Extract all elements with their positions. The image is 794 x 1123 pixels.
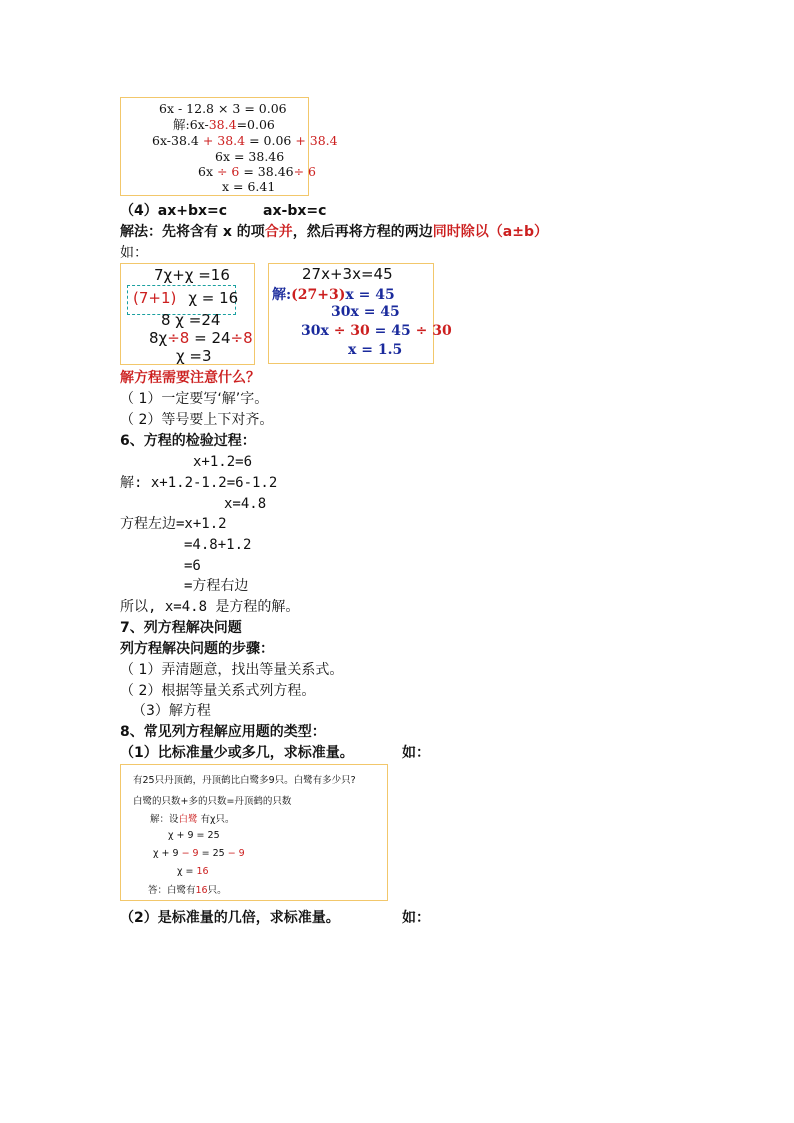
check-line: =方程右边 xyxy=(184,578,249,594)
equation-line: 6x ÷ 6 = 38.46÷ 6 xyxy=(198,164,317,179)
solution-line: χ + 9 = 25 xyxy=(168,830,220,841)
equation-line: 30x ÷ 30 = 45 ÷ 30 xyxy=(301,323,452,339)
check-line: 方程左边=x+1.2 xyxy=(120,516,227,532)
check-line: x=4.8 xyxy=(224,496,267,512)
type-1: （1）比标准量少或多几，求标准量。 xyxy=(120,745,354,761)
example-box-2 xyxy=(120,263,255,365)
equation-line: 6x = 38.46 xyxy=(215,149,285,164)
step-item: （ 2）根据等量关系式列方程。 xyxy=(120,683,316,699)
equation-line: 8 χ =24 xyxy=(161,311,221,329)
section-4-heading: （4）ax+bx=c ax-bx=c xyxy=(120,203,327,219)
check-line: =4.8+1.2 xyxy=(184,537,252,553)
equation-line: 6x - 12.8 × 3 = 0.06 xyxy=(159,101,287,116)
relation-text: 白鹭的只数+多的只数=丹顶鹤的只数 xyxy=(133,796,292,807)
type-2: （2）是标准量的几倍，求标准量。 xyxy=(120,910,340,926)
equation-line: 6x-38.4 + 38.4 = 0.06 + 38.4 xyxy=(152,133,338,148)
example-box-4 xyxy=(120,764,388,901)
example-label: 如： xyxy=(120,245,148,261)
answer-line: 答：白鹭有16只。 xyxy=(148,885,227,896)
equation-line: 27x+3x=45 xyxy=(302,265,393,283)
check-line: x+1.2=6 xyxy=(193,454,253,470)
step-item: （3）解方程 xyxy=(132,703,211,719)
equation-line: 7χ+χ =16 xyxy=(154,266,230,284)
section-4-method: 解法：先将含有 x 的项合并，然后再将方程的两边同时除以（a±b） xyxy=(120,224,548,240)
example-box-1 xyxy=(120,97,338,196)
equation-line: 解:6x-38.4=0.06 xyxy=(173,117,275,132)
type-1-example-label: 如： xyxy=(402,745,430,761)
section-7-heading: 7、列方程解决问题 xyxy=(120,620,242,636)
section-7-subheading: 列方程解决问题的步骤： xyxy=(120,641,274,657)
note-item: （ 1）一定要写‘解’字。 xyxy=(120,391,269,407)
equation-line: (7+1) χ = 16 xyxy=(133,289,239,307)
note-item: （ 2）等号要上下对齐。 xyxy=(120,412,274,428)
solution-line: 解：设白鹭 有χ只。 xyxy=(150,814,235,825)
check-line: =6 xyxy=(184,558,201,574)
example-box-3 xyxy=(268,263,452,364)
equation-line: x = 6.41 xyxy=(222,179,276,194)
equation-line: χ =3 xyxy=(176,347,212,365)
step-item: （ 1）弄清题意，找出等量关系式。 xyxy=(120,662,344,678)
equation-line: 8χ÷8 = 24÷8 xyxy=(149,329,253,347)
equation-line: 30x = 45 xyxy=(331,304,400,320)
notes-title: 解方程需要注意什么？ xyxy=(120,370,260,386)
equation-line: 解:(27+3)x = 45 xyxy=(272,287,395,303)
type-2-example-label: 如： xyxy=(402,910,430,926)
section-8-heading: 8、常见列方程解应用题的类型： xyxy=(120,724,326,740)
check-line: 解: x+1.2-1.2=6-1.2 xyxy=(120,475,278,491)
solution-line: χ + 9 − 9 = 25 − 9 xyxy=(153,848,245,859)
equation-line: x = 1.5 xyxy=(348,342,403,358)
problem-text: 有25只丹顶鹤，丹顶鹤比白鹭多9只。白鹭有多少只? xyxy=(133,775,356,786)
section-6-heading: 6、方程的检验过程： xyxy=(120,433,256,449)
check-line: 所以, x=4.8 是方程的解。 xyxy=(120,599,300,615)
solution-line: χ = 16 xyxy=(177,866,209,877)
